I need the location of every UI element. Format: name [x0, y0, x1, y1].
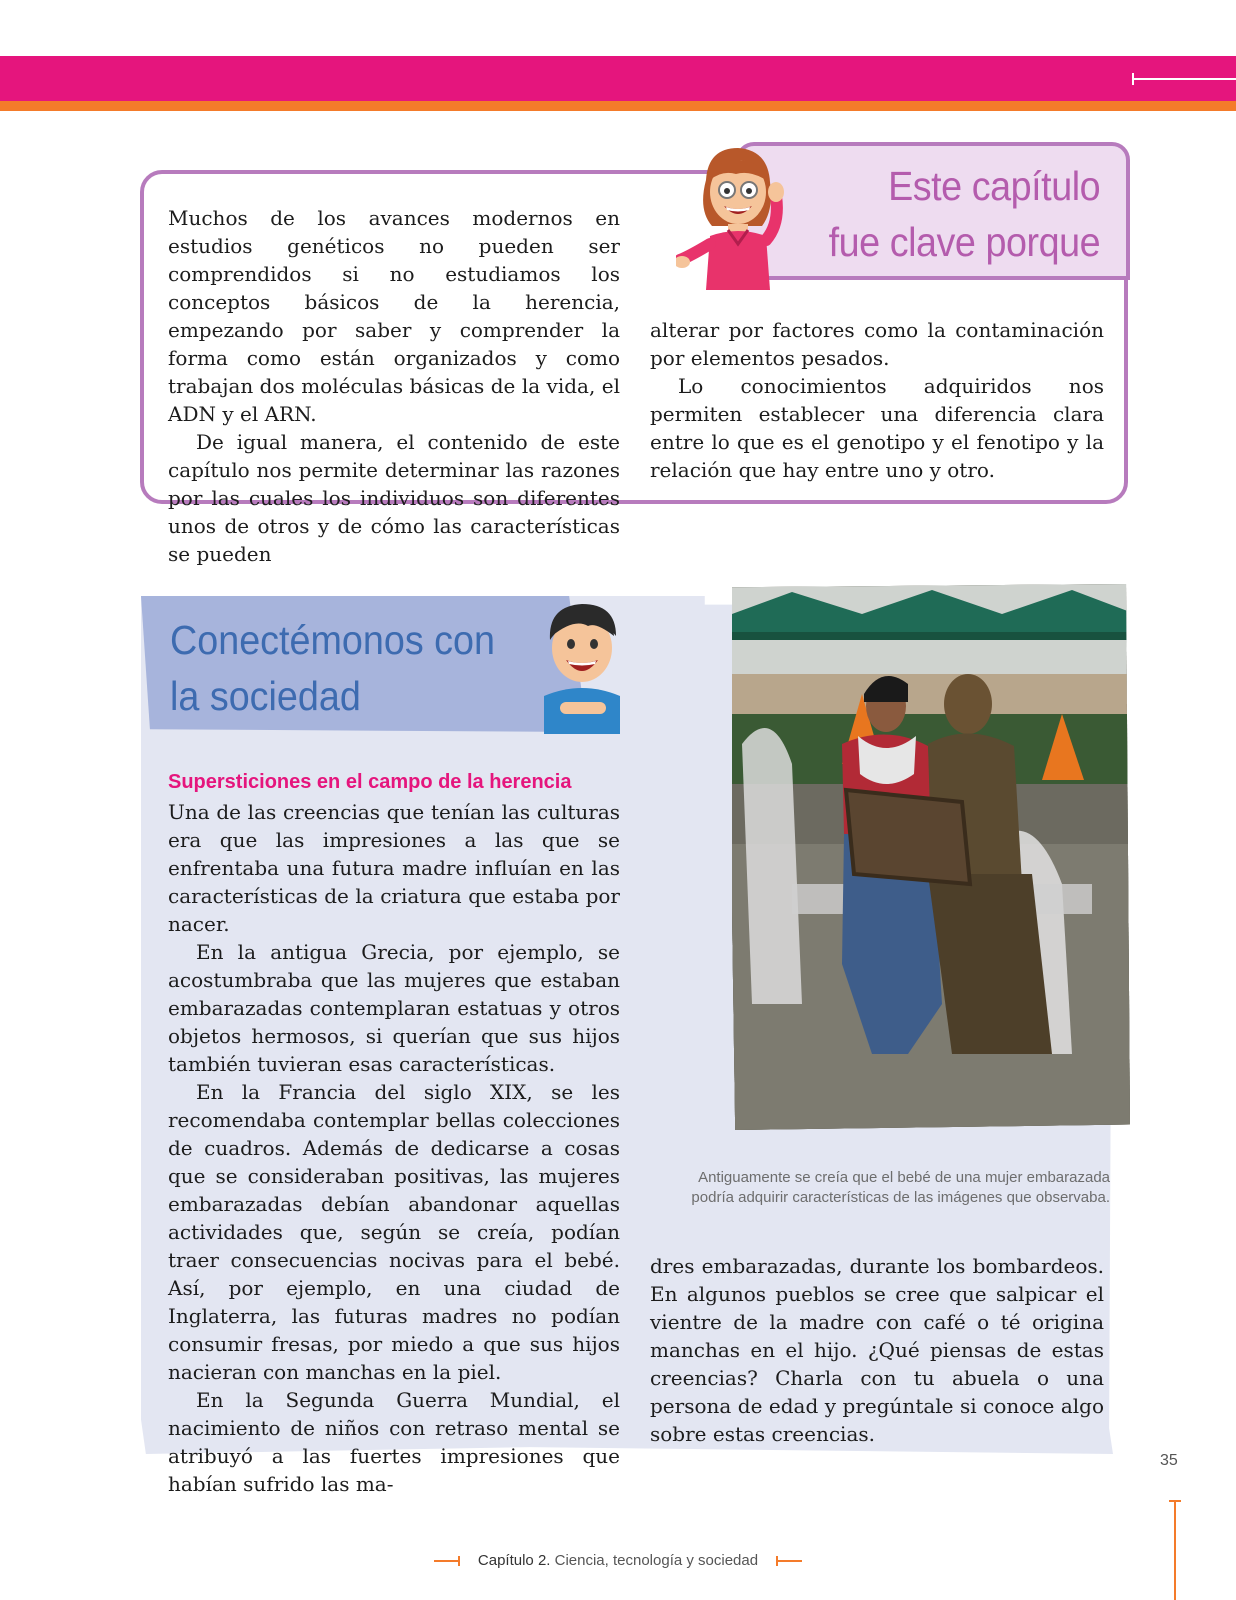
society-title-line2: la sociedad — [170, 673, 361, 719]
footer-chapter-title: Ciencia, tecnología y sociedad — [554, 1552, 759, 1569]
society-left-column — [168, 798, 620, 1498]
society-title — [170, 612, 495, 724]
boy-character-illustration — [534, 596, 630, 734]
society-paragraph: Una de las creencias que tenían las culturas era que las impresiones a las que se enfrentaba una futura madre influían en las características de la criatura que estaba por nacer. — [168, 800, 620, 936]
page-number: 35 — [1160, 1452, 1178, 1469]
photo-caption-line1: Antiguamente se creía que el bebé de una mujer embarazada — [698, 1169, 1110, 1186]
chapter-key-title — [828, 158, 1100, 270]
footer-chapter-label: Capítulo 2. — [477, 1552, 551, 1569]
photo-caption-line2: podría adquirir características de las imágenes que observaba. — [691, 1189, 1110, 1206]
girl-character-illustration — [676, 140, 796, 298]
chapter-key-left-column — [168, 204, 620, 568]
footer-left-dash — [434, 1560, 460, 1562]
chapter-key-title-line1: Este capítulo — [887, 163, 1100, 209]
side-decoration-line — [1174, 1500, 1176, 1600]
society-paragraph: En la Segunda Guerra Mundial, el nacimiento de niños con retraso mental se atribuyó a las fuertes impresiones que habían sufrido las ma- — [168, 1388, 620, 1496]
header-magenta-band — [0, 56, 1236, 101]
header-tick-mark — [1132, 78, 1236, 80]
photo-caption — [680, 1168, 1110, 1208]
footer — [0, 1552, 1236, 1569]
chapter-key-paragraph: De igual manera, el contenido de este capítulo nos permite determinar las razones por las cuales los individuos son diferentes unos de otros y de cómo las características se pueden — [168, 430, 620, 566]
chapter-key-right-column — [650, 316, 1104, 484]
society-title-line1: Conectémonos con — [170, 617, 496, 663]
society-paragraph: En la Francia del siglo XIX, se les recomendaba contemplar bellas colecciones de cuadros. Además de dedicarse a cosas que se consideraban positivas, las mujeres embarazadas debían abandonar aquellas actividades que, según se creía, podían traer consecuencias nocivas para el bebé. Así, por ejemplo, en una ciudad de Inglaterra, las futuras madres no podían consumir fresas, por miedo a que sus hijos nacieran con manchas en la piel. — [168, 1080, 620, 1384]
society-paragraph: dres embarazadas, durante los bombardeos. En algunos pueblos se cree que salpicar el vientre de la madre con café o té origina manchas en el hijo. ¿Qué piensas de estas creencias? Charla con tu abuela o una persona de edad y pregúntale si conoce algo sobre estas creencias. — [650, 1254, 1104, 1446]
chapter-key-paragraph: Muchos de los avances modernos en estudios genéticos no pueden ser comprendidos si no estudiamos los conceptos básicos de la herencia, empezando por saber y comprender la forma como están organizados y como trabajan dos moléculas básicas de la vida, el ADN y el ARN. — [168, 206, 620, 426]
society-right-column — [650, 1252, 1104, 1448]
chapter-key-title-line2: fue clave porque — [828, 219, 1100, 265]
statue-photo — [732, 584, 1130, 1130]
footer-right-dash — [776, 1560, 802, 1562]
chapter-key-paragraph: Lo conocimientos adquiridos nos permiten establecer una diferencia clara entre lo que es el genotipo y el fenotipo y la relación que hay entre uno y otro. — [650, 374, 1104, 482]
chapter-key-paragraph: alterar por factores como la contaminación por elementos pesados. — [650, 318, 1104, 370]
society-subheading: Supersticiones en el campo de la herencia — [168, 771, 572, 793]
header-orange-band — [0, 101, 1236, 111]
society-paragraph: En la antigua Grecia, por ejemplo, se acostumbraba que las mujeres que estaban embarazadas contemplaran estatuas y otros objetos hermosos, si querían que sus hijos también tuvieran esas características. — [168, 940, 620, 1076]
